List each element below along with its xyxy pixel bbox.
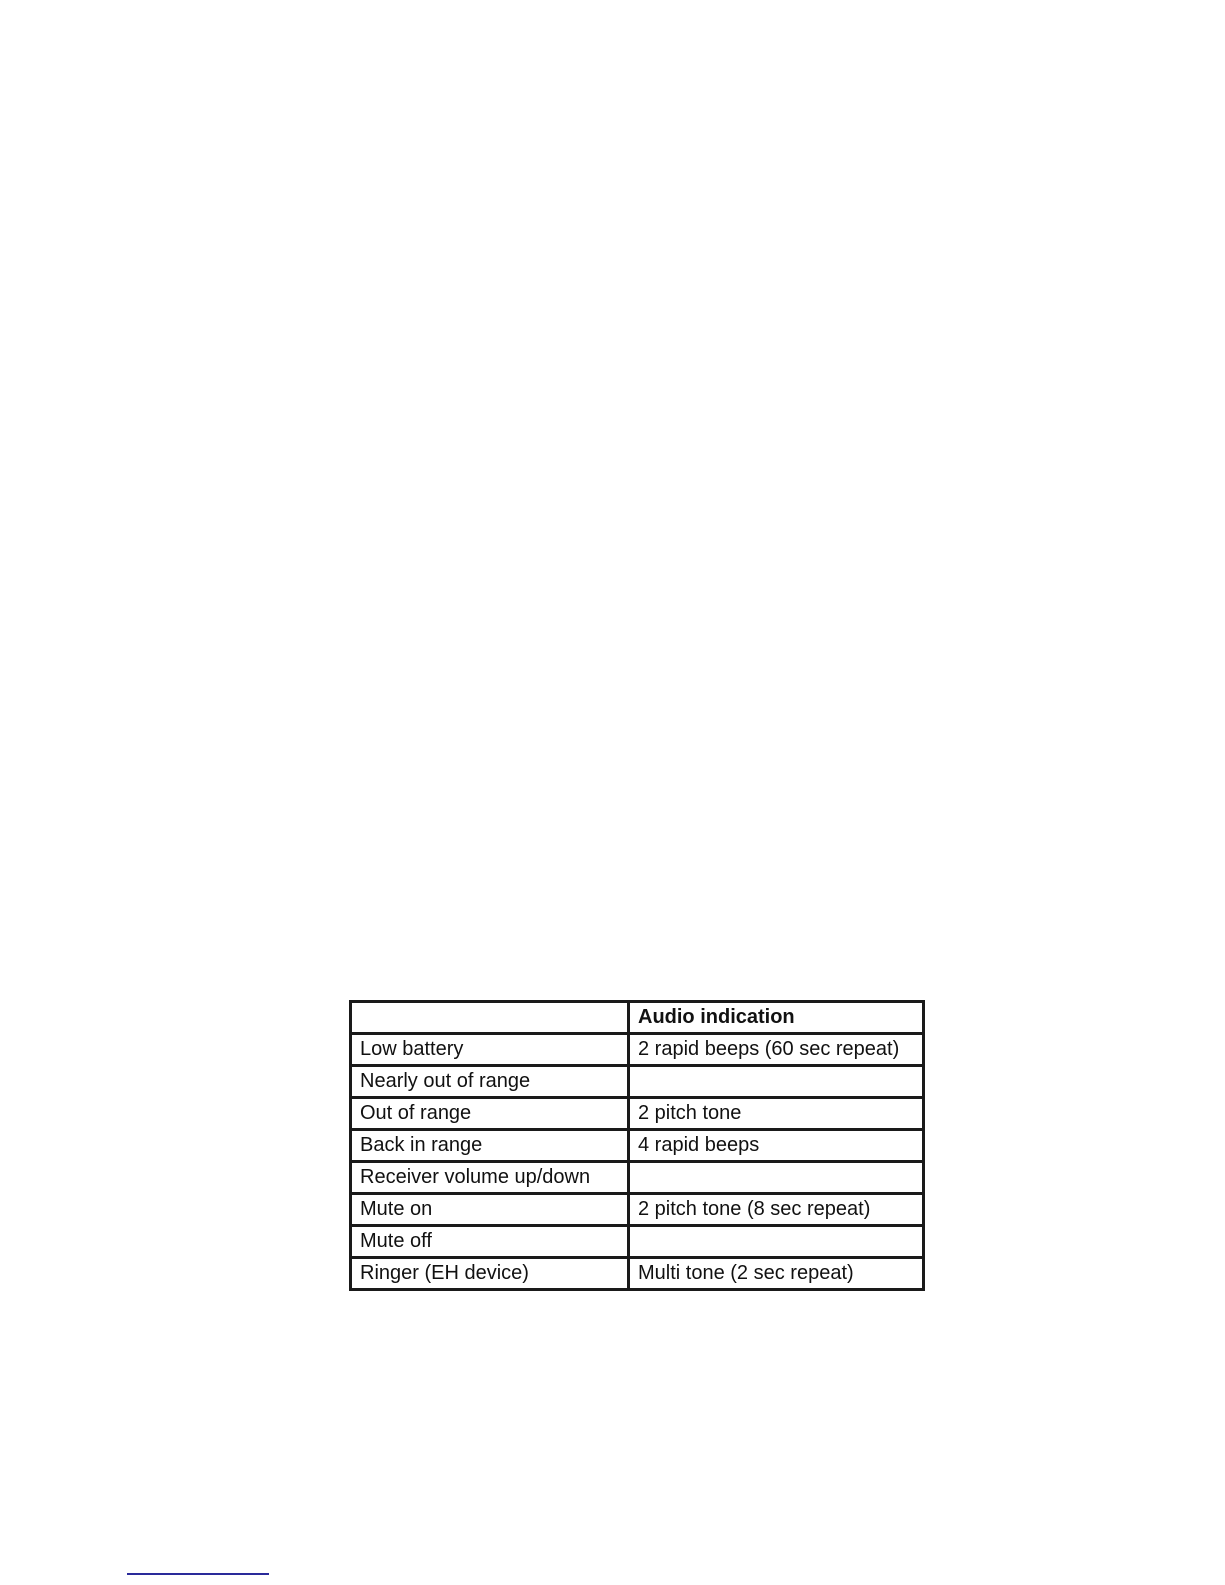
audio-cell: 2 pitch tone [629, 1098, 924, 1130]
event-cell: Low battery [351, 1034, 629, 1066]
table-row [351, 1130, 924, 1162]
event-cell: Mute on [351, 1194, 629, 1226]
table-header-row [351, 1002, 924, 1034]
event-cell: Ringer (EH device) [351, 1258, 629, 1290]
audio-cell [629, 1226, 924, 1258]
table-row [351, 1258, 924, 1290]
table-row [351, 1066, 924, 1098]
table-row [351, 1226, 924, 1258]
audio-cell: 2 rapid beeps (60 sec repeat) [629, 1034, 924, 1066]
table-row [351, 1098, 924, 1130]
audio-cell: 4 rapid beeps [629, 1130, 924, 1162]
table-row [351, 1194, 924, 1226]
audio-cell [629, 1162, 924, 1194]
table-row [351, 1162, 924, 1194]
header-cell-audio-indication: Audio indication [629, 1002, 924, 1034]
audio-indication-table [349, 1000, 925, 1291]
header-cell-event [351, 1002, 629, 1034]
table-row [351, 1034, 924, 1066]
event-cell: Out of range [351, 1098, 629, 1130]
audio-cell [629, 1066, 924, 1098]
footnote-divider [127, 1573, 269, 1575]
event-cell: Back in range [351, 1130, 629, 1162]
audio-cell: 2 pitch tone (8 sec repeat) [629, 1194, 924, 1226]
event-cell: Receiver volume up/down [351, 1162, 629, 1194]
event-cell: Mute off [351, 1226, 629, 1258]
event-cell: Nearly out of range [351, 1066, 629, 1098]
audio-cell: Multi tone (2 sec repeat) [629, 1258, 924, 1290]
